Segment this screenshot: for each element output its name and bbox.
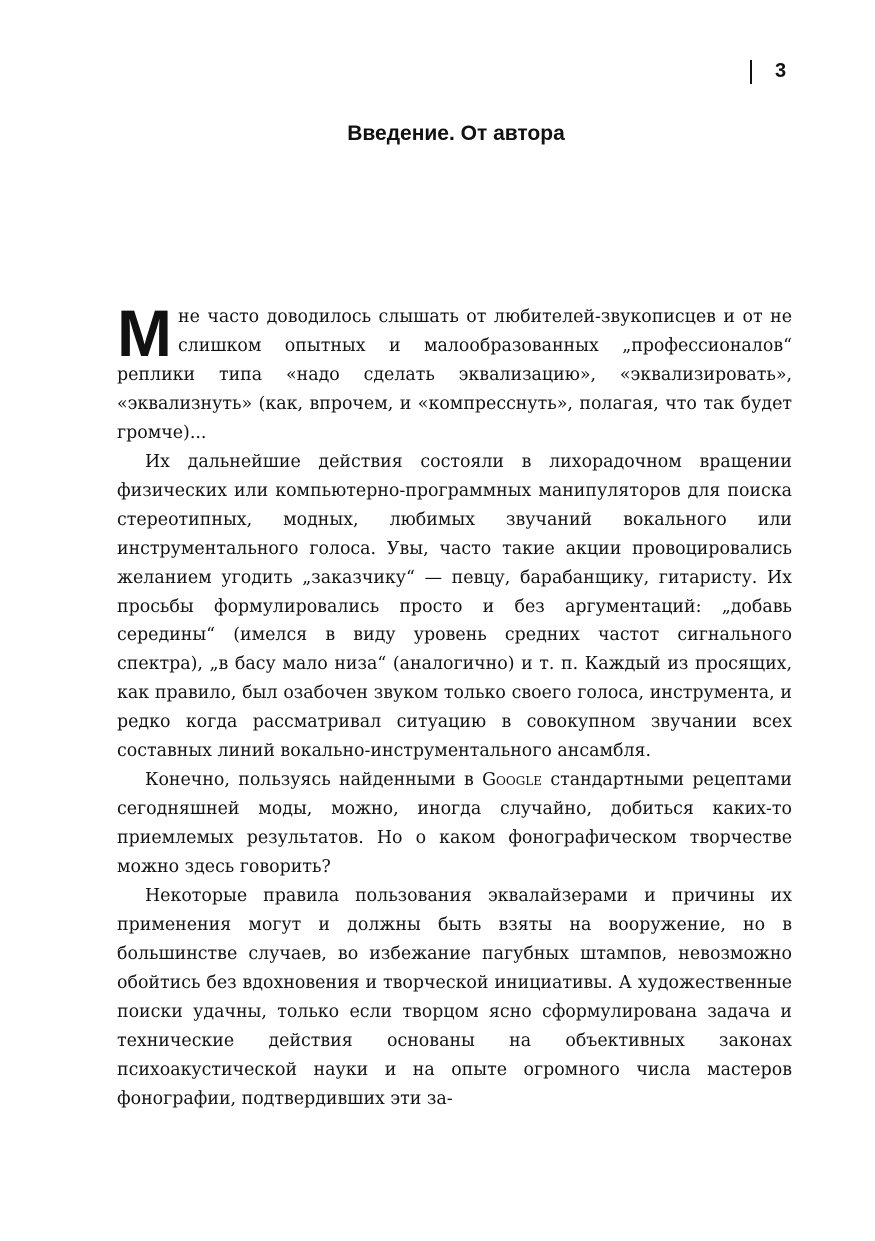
page-number-divider [750,60,752,84]
paragraph-2: Их дальнейшие действия состояли в лихорадочном вращении физических или компьютерно-программных манипуляторов для поиска стереотипных, модных, любимых звучаний вокального или инструментального голоса. Увы, часто такие акции провоцировались желанием угодить „заказчику“ — певцу, барабанщику, гитаристу. Их просьбы формулировались просто и без аргументаций: „добавь середины“ (имелся в виду уровень средних частот сигнального спектра), „в басу мало низа“ (аналогично) и т. п. Каждый из просящих, как правило, был озабочен звуком только своего голоса, инструмента, и редко когда рассматривал ситуацию в совокупном звучании всех составных линий вокально-инструментального ансамбля. [117,451,792,762]
paragraph-3-text-before: Конечно, пользуясь найденными в [145,770,483,791]
paragraph-1 [117,296,792,448]
paragraph-4: Некоторые правила пользования эквалайзерами и причины их применения могут и должны быть взяты на вооружение, но в большинстве случаев, во избежание пагубных штампов, невозможно обойтись без вдохновения и творческой инициативы. А художественные поиски удачны, только если творцом ясно сформулирована задача и технические действия основаны на объективных законах психоакустической науки и на опыте огромного числа мастеров фонографии, подтвердивших эти за- [117,886,792,1109]
brand-name: Google [482,770,543,791]
page-number: 3 [775,60,787,82]
paragraph-3 [117,766,792,882]
chapter-title: Введение. От автора [347,122,565,145]
drop-cap: М [117,296,172,370]
body-text [117,296,792,1114]
paragraph-3-text-after: стандартными рецептами сегодняшней моды, можно, иногда случайно, добиться каких-то приемлемых результатов. Но о каком фонографическом творчестве можно здесь говорить? [117,770,792,878]
paragraph-1-text: не часто доводилось слышать от любителей-звукописцев и от не слишком опытных и малообразованных „профессионалов“ реплики типа «надо сделать эквализацию», «эквализировать», «эквализнуть» (как, впрочем, и «компресснуть», полагая, что так будет громче)... [117,307,792,443]
